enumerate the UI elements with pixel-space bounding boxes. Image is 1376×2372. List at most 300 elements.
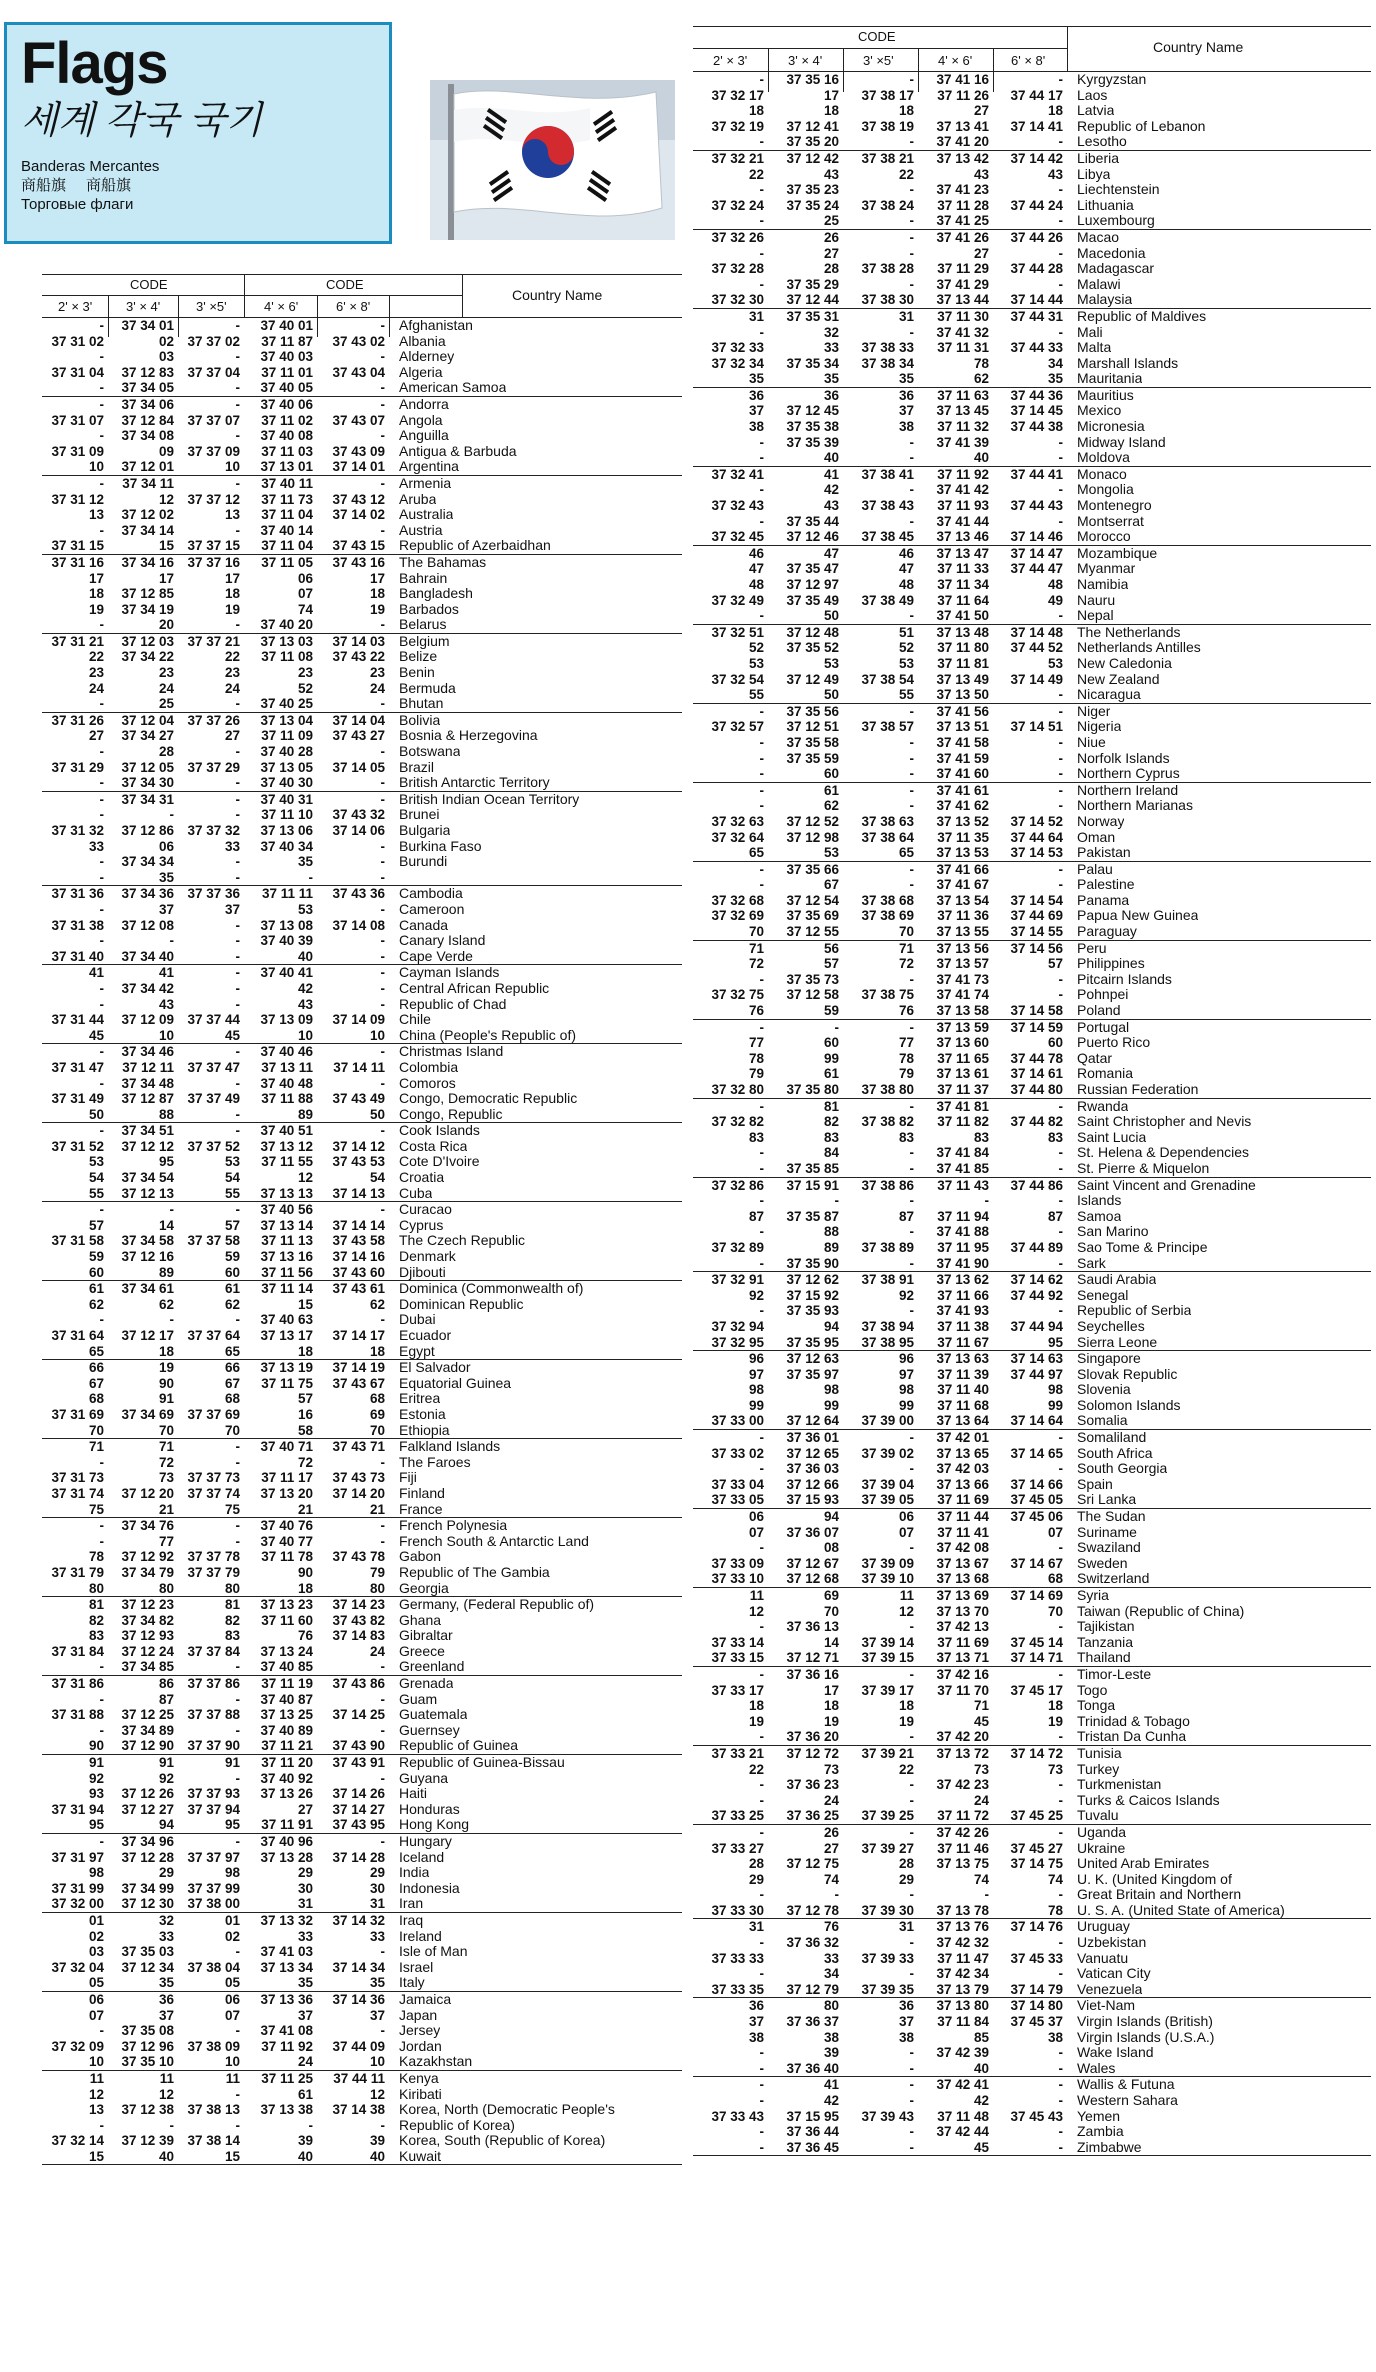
code-cell: 54 xyxy=(224,1170,240,1186)
country-name: Republic of The Gambia xyxy=(399,1564,550,1580)
code-cell: - xyxy=(1058,324,1063,340)
code-cell: 78 xyxy=(1047,1902,1063,1918)
table-row xyxy=(693,1525,1371,1541)
code-cell: 07 xyxy=(748,1524,764,1540)
code-cell: 37 14 42 xyxy=(1010,150,1063,166)
table-row xyxy=(42,1549,682,1565)
code-cell: 37 32 17 xyxy=(711,87,764,103)
code-cell: 56 xyxy=(823,940,839,956)
code-cell: 37 35 47 xyxy=(786,561,839,577)
code-cell: 27 xyxy=(823,1840,839,1856)
code-cell: - xyxy=(99,1518,104,1534)
country-name: Switzerland xyxy=(1077,1571,1150,1587)
code-cell: 92 xyxy=(898,1287,914,1303)
country-name: Georgia xyxy=(399,1580,449,1596)
code-cell: 83 xyxy=(224,1628,240,1644)
table-row xyxy=(693,719,1371,735)
code-cell: 37 11 72 xyxy=(937,1808,989,1824)
country-name: Swaziland xyxy=(1077,1540,1141,1556)
code-cell: 37 14 09 xyxy=(332,1012,385,1028)
code-cell: 37 14 51 xyxy=(1010,719,1063,735)
code-cell: 18 xyxy=(823,103,839,119)
code-cell: 60 xyxy=(88,1264,104,1280)
code-cell: - xyxy=(759,1160,764,1176)
table-row xyxy=(42,602,682,618)
country-name: Vatican City xyxy=(1077,1966,1151,1982)
code-cell: 37 11 65 xyxy=(937,1050,989,1066)
table-row xyxy=(693,467,1371,483)
code-cell: 40 xyxy=(297,2148,313,2164)
code-cell: 37 14 76 xyxy=(1010,1919,1063,1935)
country-name: Uruguay xyxy=(1077,1919,1130,1935)
code-cell: 37 15 91 xyxy=(786,1177,839,1193)
country-name: Guam xyxy=(399,1691,438,1707)
table-row xyxy=(693,1413,1371,1429)
code-cell: 37 13 70 xyxy=(936,1603,989,1619)
code-cell: - xyxy=(99,1834,104,1849)
code-cell: 37 41 74 xyxy=(936,987,989,1003)
code-cell: 37 11 21 xyxy=(261,1738,313,1754)
code-cell: 37 12 38 xyxy=(121,2102,174,2118)
code-cell: 88 xyxy=(158,1106,174,1122)
code-cell: - xyxy=(235,933,240,949)
code-cell: - xyxy=(759,1019,764,1035)
code-cell: 37 43 16 xyxy=(332,554,385,570)
code-cell: - xyxy=(759,1966,764,1982)
table-row xyxy=(693,309,1371,325)
code-cell: 37 43 32 xyxy=(332,807,385,823)
country-name: Islands xyxy=(1077,1193,1122,1209)
code-cell: 60 xyxy=(224,1264,240,1280)
table-row xyxy=(42,334,682,350)
country-group xyxy=(693,1430,1371,1509)
table-row xyxy=(693,482,1371,498)
code-cell: 37 40 03 xyxy=(260,349,313,365)
code-cell: - xyxy=(99,1659,104,1675)
code-cell: 73 xyxy=(823,1761,839,1777)
table-row xyxy=(693,1161,1371,1177)
country-group xyxy=(42,397,682,476)
country-name: Ireland xyxy=(399,1928,442,1944)
code-cell: - xyxy=(759,513,764,529)
code-cell: 19 xyxy=(898,1713,914,1729)
header-divider xyxy=(178,295,179,337)
table-row xyxy=(693,1288,1371,1304)
table-row xyxy=(42,2071,682,2087)
table-row xyxy=(693,908,1371,924)
code-cell: 37 36 13 xyxy=(786,1619,839,1635)
code-cell: 37 12 65 xyxy=(786,1445,839,1461)
country-name: Lesotho xyxy=(1077,134,1127,150)
code-cell: - xyxy=(235,2086,240,2102)
country-name: Vanuatu xyxy=(1077,1950,1129,1966)
code-cell: 83 xyxy=(973,1129,989,1145)
table-row xyxy=(693,830,1371,846)
table-row xyxy=(42,681,682,697)
code-cell: 37 31 02 xyxy=(51,333,104,349)
code-cell: 23 xyxy=(369,665,385,681)
code-cell: 37 34 11 xyxy=(122,475,174,491)
table-row xyxy=(42,1518,682,1534)
code-cell: - xyxy=(909,1098,914,1114)
code-cell: 89 xyxy=(297,1106,313,1122)
code-cell: 37 44 28 xyxy=(1010,261,1063,277)
code-cell: 69 xyxy=(369,1406,385,1422)
code-cell: 42 xyxy=(297,980,313,996)
russian-subtitle: Торговые флаги xyxy=(21,196,134,213)
code-cell: 06 xyxy=(297,570,313,586)
code-cell: 37 40 41 xyxy=(260,965,313,981)
country-group xyxy=(42,1439,682,1518)
code-cell: 37 31 09 xyxy=(51,443,104,459)
code-cell: - xyxy=(380,1312,385,1328)
table-header xyxy=(42,274,682,318)
code-cell: 37 11 92 xyxy=(937,466,989,482)
country-name: The Netherlands xyxy=(1077,624,1181,640)
code-cell: 37 13 52 xyxy=(936,813,989,829)
code-cell: - xyxy=(1058,1430,1063,1446)
code-cell: 62 xyxy=(224,1296,240,1312)
country-name: Sao Tome & Principe xyxy=(1077,1239,1208,1255)
code-cell: 35 xyxy=(158,869,174,885)
code-cell: - xyxy=(169,1312,174,1328)
table-row xyxy=(693,1571,1371,1587)
country-name: Denmark xyxy=(399,1249,456,1265)
code-cell: - xyxy=(99,1312,104,1328)
code-cell: 37 43 86 xyxy=(332,1676,385,1692)
code-cell: 89 xyxy=(158,1264,174,1280)
country-name: Bangladesh xyxy=(399,586,473,602)
code-cell: 18 xyxy=(748,103,764,119)
code-cell: - xyxy=(99,901,104,917)
table-row xyxy=(693,1604,1371,1620)
code-cell: 37 39 17 xyxy=(861,1682,914,1698)
code-cell: - xyxy=(759,1145,764,1161)
code-cell: 62 xyxy=(88,1296,104,1312)
code-cell: - xyxy=(380,775,385,791)
code-cell: 37 11 56 xyxy=(261,1264,313,1280)
code-cell: 42 xyxy=(823,482,839,498)
code-cell: 37 35 39 xyxy=(786,434,839,450)
code-cell: 37 38 68 xyxy=(861,892,914,908)
code-cell: 37 43 09 xyxy=(332,443,385,459)
country-name: Dubai xyxy=(399,1312,436,1328)
table-row xyxy=(693,1556,1371,1572)
table-row xyxy=(693,1178,1371,1194)
code-cell: 37 12 09 xyxy=(121,1012,174,1028)
code-cell: 37 39 14 xyxy=(861,1634,914,1650)
code-cell: 03 xyxy=(88,1944,104,1960)
code-cell: 37 33 14 xyxy=(711,1634,764,1650)
col-header-6x8: 6' × 8' xyxy=(1011,53,1046,68)
country-name: Sri Lanka xyxy=(1077,1492,1137,1508)
country-name: Cape Verde xyxy=(399,948,473,964)
table-row xyxy=(693,277,1371,293)
country-name: Turks & Caicos Islands xyxy=(1077,1792,1220,1808)
code-cell: 07 xyxy=(88,2007,104,2023)
code-cell: - xyxy=(759,971,764,987)
code-cell: 37 11 82 xyxy=(937,1114,989,1130)
table-row xyxy=(693,1492,1371,1508)
header-divider xyxy=(768,48,769,92)
code-cell: 13 xyxy=(88,2102,104,2118)
code-cell: 37 14 36 xyxy=(332,1991,385,2007)
code-cell: 37 11 35 xyxy=(937,829,989,845)
col-header-6x8: 6' × 8' xyxy=(336,299,371,314)
code-cell: 37 13 41 xyxy=(936,118,989,134)
code-cell: 37 42 39 xyxy=(936,2045,989,2061)
code-cell: - xyxy=(759,434,764,450)
code-cell: 37 40 51 xyxy=(260,1123,313,1139)
code-cell: - xyxy=(759,213,764,229)
code-cell: 37 32 75 xyxy=(711,987,764,1003)
code-cell: 37 45 27 xyxy=(1010,1840,1063,1856)
code-cell: 37 13 62 xyxy=(936,1272,989,1288)
code-cell: 37 14 58 xyxy=(1010,1003,1063,1019)
country-name: Hong Kong xyxy=(399,1817,470,1833)
code-cell: 06 xyxy=(898,1509,914,1525)
code-cell: 37 11 73 xyxy=(261,491,313,507)
code-cell: 37 38 75 xyxy=(861,987,914,1003)
code-cell: 21 xyxy=(369,1501,385,1517)
code-cell: 35 xyxy=(823,371,839,387)
table-row xyxy=(693,88,1371,104)
chinese-subtitle-1: 商船旗 xyxy=(21,177,67,194)
code-cell: 38 xyxy=(748,419,764,435)
code-cell: 37 43 67 xyxy=(332,1375,385,1391)
code-cell: 59 xyxy=(224,1249,240,1265)
code-cell: - xyxy=(1058,1160,1063,1176)
code-cell: 37 34 76 xyxy=(121,1518,174,1534)
code-cell: - xyxy=(380,380,385,396)
table-row xyxy=(693,1841,1371,1857)
code-cell: 28 xyxy=(158,744,174,760)
table-row xyxy=(693,1082,1371,1098)
code-cell: - xyxy=(235,1770,240,1786)
code-cell: 37 43 78 xyxy=(332,1549,385,1565)
code-cell: 37 34 19 xyxy=(121,601,174,617)
code-cell: 37 11 78 xyxy=(261,1549,313,1565)
code-cell: 32 xyxy=(823,324,839,340)
code-cell: - xyxy=(380,428,385,444)
code-cell: 37 37 32 xyxy=(187,823,240,838)
table-row xyxy=(693,1919,1371,1935)
country-name: Somaliland xyxy=(1077,1430,1147,1446)
code-cell: 43 xyxy=(297,996,313,1012)
code-cell: 37 38 80 xyxy=(861,1082,914,1097)
code-cell: 37 44 82 xyxy=(1010,1114,1063,1130)
code-cell: 37 37 26 xyxy=(187,712,240,728)
code-cell: - xyxy=(235,2023,240,2039)
code-cell: 62 xyxy=(369,1296,385,1312)
code-cell: - xyxy=(1058,703,1063,719)
code-cell: 37 38 41 xyxy=(861,466,914,482)
country-group xyxy=(42,1676,682,1755)
code-cell: - xyxy=(1058,987,1063,1003)
country-name: Republic of Guinea-Bissau xyxy=(399,1755,565,1771)
code-cell: - xyxy=(1058,734,1063,750)
code-cell: 74 xyxy=(297,601,313,617)
code-cell: 37 44 41 xyxy=(1010,466,1063,482)
code-cell: 39 xyxy=(823,2045,839,2061)
code-cell: 37 12 02 xyxy=(121,507,174,523)
code-cell: 37 13 60 xyxy=(936,1035,989,1051)
code-cell: - xyxy=(99,1044,104,1060)
code-cell: 38 xyxy=(1047,2029,1063,2045)
table-row xyxy=(693,1303,1371,1319)
country-group xyxy=(42,1281,682,1360)
code-cell: - xyxy=(1058,2060,1063,2076)
code-cell: 37 13 47 xyxy=(936,545,989,561)
country-name: The Czech Republic xyxy=(399,1233,526,1249)
code-cell: 37 12 68 xyxy=(786,1571,839,1587)
code-cell: 37 35 69 xyxy=(786,908,839,924)
code-cell: 37 44 38 xyxy=(1010,419,1063,435)
code-cell: 38 xyxy=(823,2029,839,2045)
country-group xyxy=(693,1998,1371,2077)
table-row xyxy=(693,656,1371,672)
code-cell: 79 xyxy=(369,1564,385,1580)
table-row xyxy=(693,1935,1371,1951)
code-cell: 11 xyxy=(899,1588,914,1603)
code-cell: 37 40 11 xyxy=(261,475,313,491)
country-name: Montenegro xyxy=(1077,498,1152,514)
code-cell: 37 12 49 xyxy=(786,671,839,687)
code-cell: 37 44 17 xyxy=(1010,87,1063,103)
code-cell: 37 40 56 xyxy=(260,1202,313,1218)
code-cell: 37 31 52 xyxy=(51,1138,104,1154)
table-row xyxy=(42,1233,682,1249)
country-name: Samoa xyxy=(1077,1208,1122,1224)
code-cell: 37 31 97 xyxy=(51,1849,104,1865)
code-cell: - xyxy=(1058,2139,1063,2155)
code-cell: 37 44 52 xyxy=(1010,640,1063,656)
code-cell: - xyxy=(909,766,914,782)
country-name: Anguilla xyxy=(399,428,449,444)
code-cell: - xyxy=(235,1439,240,1455)
code-cell: 37 32 00 xyxy=(51,1896,104,1912)
code-cell: 37 11 05 xyxy=(261,554,313,570)
country-name: Philippines xyxy=(1077,956,1145,972)
code-cell: 19 xyxy=(158,1360,174,1376)
code-cell: 76 xyxy=(898,1003,914,1019)
code-cell: 37 41 60 xyxy=(936,766,989,782)
code-cell: 37 38 63 xyxy=(861,813,914,829)
code-cell: 37 11 88 xyxy=(261,1091,313,1107)
code-cell: 37 11 63 xyxy=(937,387,989,403)
country-name: Russian Federation xyxy=(1077,1082,1199,1097)
table-row xyxy=(693,877,1371,893)
code-cell: 77 xyxy=(748,1035,764,1051)
code-cell: 37 37 84 xyxy=(187,1643,240,1659)
header-divider xyxy=(42,295,462,296)
code-cell: 57 xyxy=(297,1391,313,1407)
country-name: Korea, North (Democratic People's xyxy=(399,2102,615,2118)
code-cell: 17 xyxy=(823,87,839,103)
country-name: Togo xyxy=(1077,1682,1108,1698)
table-row xyxy=(693,1114,1371,1130)
code-cell: 37 14 12 xyxy=(332,1138,385,1154)
country-name: Kazakhstan xyxy=(399,2054,473,2070)
code-cell: 85 xyxy=(973,2029,989,2045)
code-cell: 37 45 14 xyxy=(1010,1634,1063,1650)
code-cell: - xyxy=(834,1887,839,1903)
code-cell: 37 12 62 xyxy=(786,1272,839,1288)
code-cell: 37 40 30 xyxy=(260,775,313,791)
code-cell: - xyxy=(759,276,764,292)
code-cell: 37 39 05 xyxy=(861,1492,914,1508)
code-cell: 48 xyxy=(748,577,764,592)
country-name: Cyprus xyxy=(399,1217,444,1233)
code-cell: 37 13 08 xyxy=(260,917,313,933)
code-cell: - xyxy=(380,2023,385,2039)
country-name: Iraq xyxy=(399,1912,424,1928)
code-cell: 54 xyxy=(369,1170,385,1186)
code-cell: 24 xyxy=(369,680,385,696)
code-cell: 37 36 44 xyxy=(786,2124,839,2140)
country-name: Canada xyxy=(399,917,449,933)
country-name: Poland xyxy=(1077,1003,1121,1019)
table-row xyxy=(42,523,682,539)
table-row xyxy=(693,2014,1371,2030)
code-cell: 37 14 53 xyxy=(1010,845,1063,861)
code-cell: 40 xyxy=(973,450,989,466)
country-name: Burkina Faso xyxy=(399,838,482,854)
code-cell: - xyxy=(759,1224,764,1240)
title-box xyxy=(4,22,392,244)
code-cell: 37 12 97 xyxy=(786,577,839,592)
table-row xyxy=(42,1297,682,1313)
table-row xyxy=(42,1817,682,1833)
code-cell: 37 11 95 xyxy=(937,1239,989,1255)
code-cell: 37 11 36 xyxy=(937,908,989,924)
code-cell: 36 xyxy=(748,387,764,403)
code-cell: 37 34 85 xyxy=(121,1659,174,1675)
code-cell: - xyxy=(1058,72,1063,87)
table-row xyxy=(42,1581,682,1597)
country-name: Trinidad & Tobago xyxy=(1077,1713,1190,1729)
table-row xyxy=(42,713,682,729)
code-cell: 37 40 77 xyxy=(260,1533,313,1549)
country-name: Grenada xyxy=(399,1676,454,1692)
table-row xyxy=(42,1170,682,1186)
code-cell: - xyxy=(1058,2124,1063,2140)
code-cell: 37 32 43 xyxy=(711,498,764,514)
country-name: Republic of Chad xyxy=(399,996,507,1012)
code-cell: 62 xyxy=(973,371,989,387)
code-cell: 19 xyxy=(1047,1713,1063,1729)
code-cell: 17 xyxy=(369,570,385,586)
code-cell: 78 xyxy=(88,1549,104,1565)
code-cell: 37 41 23 xyxy=(936,182,989,198)
code-cell: 37 37 09 xyxy=(187,443,240,459)
code-cell: 22 xyxy=(898,1761,914,1777)
code-cell: 13 xyxy=(224,507,240,523)
code-cell: 37 13 49 xyxy=(936,671,989,687)
code-cell: 37 12 66 xyxy=(786,1476,839,1492)
code-cell: - xyxy=(909,1461,914,1477)
code-cell: - xyxy=(169,807,174,823)
table-row xyxy=(42,1186,682,1202)
code-cell: - xyxy=(99,775,104,791)
code-cell: - xyxy=(99,791,104,807)
code-cell: - xyxy=(99,428,104,444)
code-cell: 37 12 64 xyxy=(786,1413,839,1429)
table-row xyxy=(693,1035,1371,1051)
code-cell: 70 xyxy=(224,1422,240,1438)
table-row xyxy=(693,2077,1371,2093)
code-cell: 76 xyxy=(823,1919,839,1935)
